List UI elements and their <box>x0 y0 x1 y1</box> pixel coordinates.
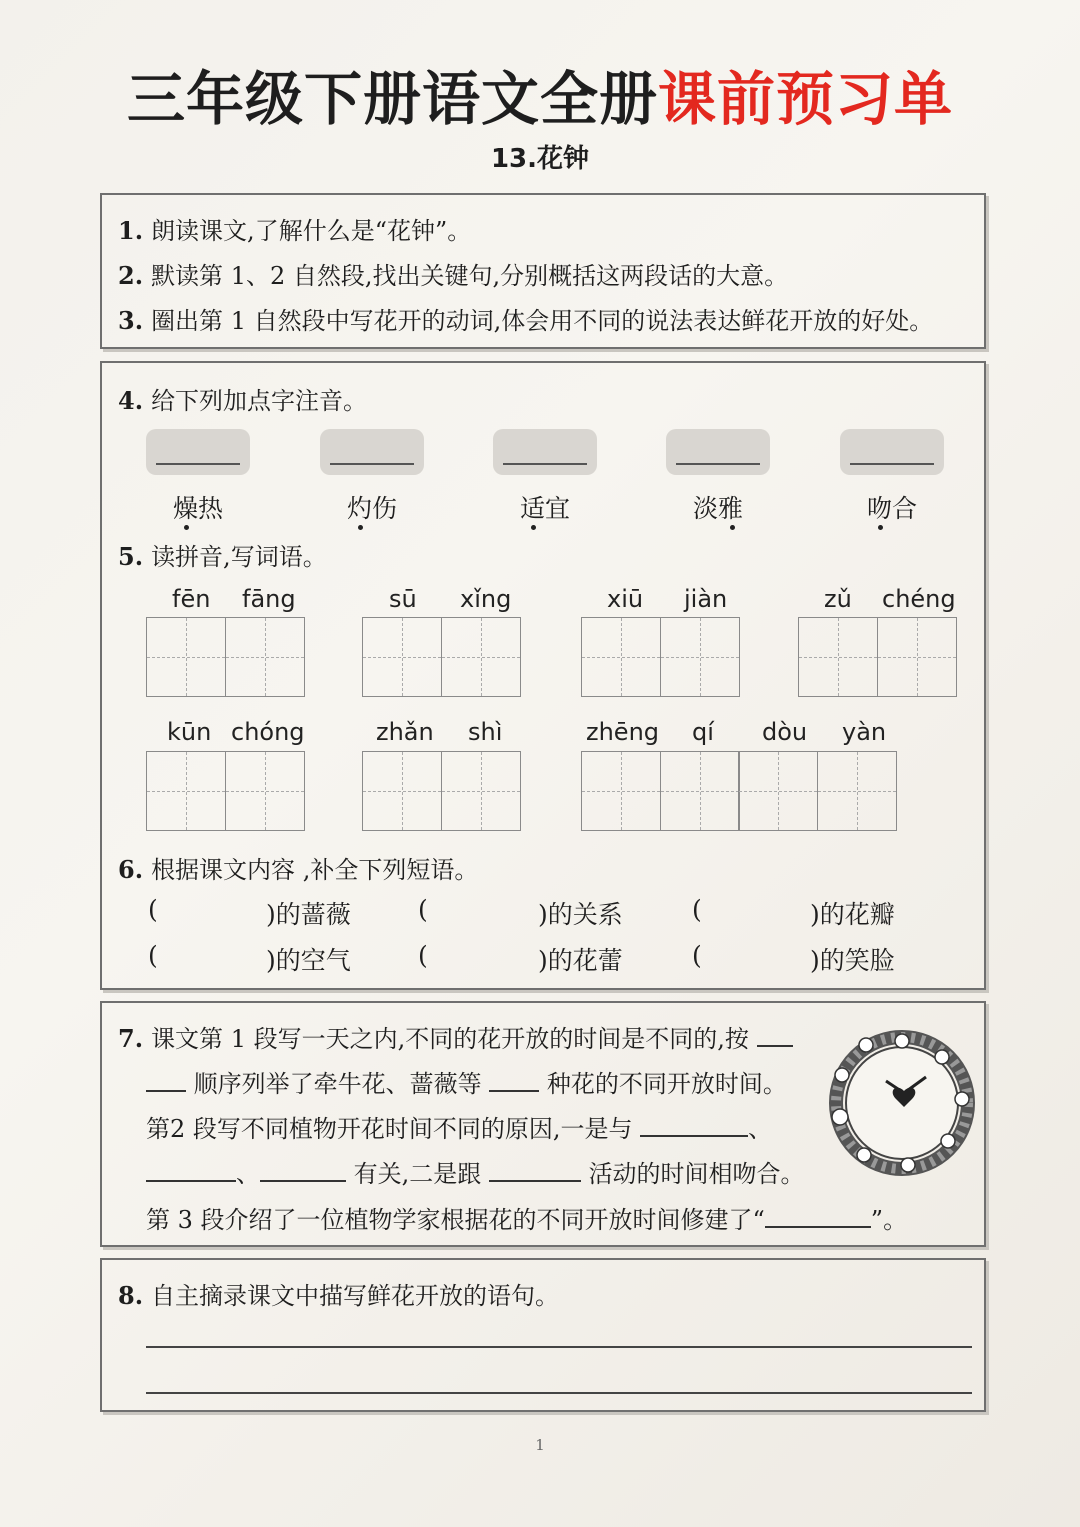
section-reading-tasks <box>100 193 986 349</box>
pinyin-label: dòu <box>762 718 808 746</box>
dotted-word: 淡雅 <box>692 494 743 523</box>
question-4: 4. 给下列加点字注音。 <box>118 386 368 415</box>
emphasis-dot <box>358 525 363 530</box>
pinyin-label: yàn <box>842 718 887 746</box>
fill-blank[interactable] <box>489 1068 539 1092</box>
phrase-blank[interactable]: )的花瓣 <box>810 900 895 929</box>
writing-grid[interactable] <box>798 617 955 697</box>
section-text-structure <box>100 1001 986 1247</box>
writing-grid[interactable] <box>146 617 303 697</box>
emphasis-dot <box>878 525 883 530</box>
phrase-open-paren: ( <box>418 895 428 924</box>
pinyin-label: zhǎn <box>376 718 434 746</box>
question-7: 7. 课文第 1 段写一天之内,不同的花开放的时间是不同的,按 <box>118 1019 793 1054</box>
phrase-open-paren: ( <box>692 895 702 924</box>
phrase-open-paren: ( <box>418 941 428 970</box>
fill-blank[interactable] <box>640 1113 748 1137</box>
pinyin-label: shì <box>468 718 503 746</box>
answer-line[interactable] <box>146 1392 972 1394</box>
pinyin-label: xǐng <box>460 585 512 613</box>
question-7-line-5: 第 3 段介绍了一位植物学家根据花的不同开放时间修建了“ ”。 <box>146 1206 908 1234</box>
pinyin-label: chóng <box>231 718 305 746</box>
page-title: 三年级下册语文全册课前预习单 <box>126 65 954 133</box>
phrase-open-paren: ( <box>148 941 158 970</box>
dotted-word: 适宜 <box>519 494 570 523</box>
fill-blank[interactable] <box>260 1158 346 1182</box>
phrase-blank[interactable]: )的空气 <box>266 946 351 975</box>
pinyin-answer-slot[interactable] <box>146 429 250 475</box>
phrase-open-paren: ( <box>692 941 702 970</box>
question-1: 1. 朗读课文,了解什么是“花钟”。 <box>118 216 472 245</box>
page-number: 1 <box>535 1436 545 1454</box>
pinyin-label: jiàn <box>684 585 728 613</box>
dotted-word: 吻合 <box>866 494 917 523</box>
question-3: 3. 圈出第 1 自然段中写花开的动词,体会用不同的说法表达鲜花开放的好处。 <box>118 306 934 335</box>
pinyin-label: sū <box>389 585 417 613</box>
writing-grid[interactable] <box>362 751 519 831</box>
dotted-word: 燥热 <box>172 494 223 523</box>
page-title-accent: 课前预习单 <box>658 65 954 133</box>
question-7-line-2: 顺序列举了牵牛花、蔷薇等 种花的不同开放时间。 <box>146 1064 787 1099</box>
writing-grid[interactable] <box>581 751 895 831</box>
pinyin-label: zhēng <box>586 718 660 746</box>
pinyin-label: zǔ <box>824 585 852 613</box>
pinyin-label: qí <box>692 718 714 746</box>
question-8: 8. 自主摘录课文中描写鲜花开放的语句。 <box>118 1281 560 1310</box>
phrase-blank[interactable]: )的蔷薇 <box>266 900 351 929</box>
pinyin-label: fāng <box>242 585 296 613</box>
question-2: 2. 默读第 1、2 自然段,找出关键句,分别概括这两段话的大意。 <box>118 261 789 290</box>
question-5: 5. 读拼音,写词语。 <box>118 542 327 571</box>
pinyin-answer-slot[interactable] <box>840 429 944 475</box>
writing-grid[interactable] <box>581 617 738 697</box>
emphasis-dot <box>730 525 735 530</box>
phrase-open-paren: ( <box>148 895 158 924</box>
phrase-blank[interactable]: )的关系 <box>538 900 623 929</box>
pinyin-answer-slot[interactable] <box>666 429 770 475</box>
flower-clock-illustration <box>824 1029 976 1179</box>
fill-blank[interactable] <box>489 1158 581 1182</box>
emphasis-dot <box>531 525 536 530</box>
pinyin-label: kūn <box>167 718 212 746</box>
pinyin-answer-slot[interactable] <box>320 429 424 475</box>
fill-blank[interactable] <box>146 1158 236 1182</box>
writing-grid[interactable] <box>146 751 303 831</box>
phrase-blank[interactable]: )的笑脸 <box>810 946 895 975</box>
pinyin-label: chéng <box>882 585 956 613</box>
answer-line[interactable] <box>146 1346 972 1348</box>
writing-grid[interactable] <box>362 617 519 697</box>
section-excerpt <box>100 1258 986 1412</box>
dotted-word: 灼伤 <box>346 494 397 523</box>
phrase-blank[interactable]: )的花蕾 <box>538 946 623 975</box>
emphasis-dot <box>184 525 189 530</box>
pinyin-label: fēn <box>172 585 211 613</box>
pinyin-answer-slot[interactable] <box>493 429 597 475</box>
section-vocabulary <box>100 361 986 990</box>
question-7-line-3: 第2 段写不同植物开花时间不同的原因,一是与 、 <box>146 1115 773 1143</box>
question-7-line-4: 、 有关,二是跟 活动的时间相吻合。 <box>146 1154 805 1189</box>
fill-blank[interactable] <box>757 1023 793 1047</box>
question-6: 6. 根据课文内容 ,补全下列短语。 <box>118 855 479 884</box>
pinyin-label: xiū <box>607 585 644 613</box>
lesson-title: 13.花钟 <box>490 144 590 174</box>
fill-blank[interactable] <box>146 1068 186 1092</box>
fill-blank[interactable] <box>765 1204 871 1228</box>
